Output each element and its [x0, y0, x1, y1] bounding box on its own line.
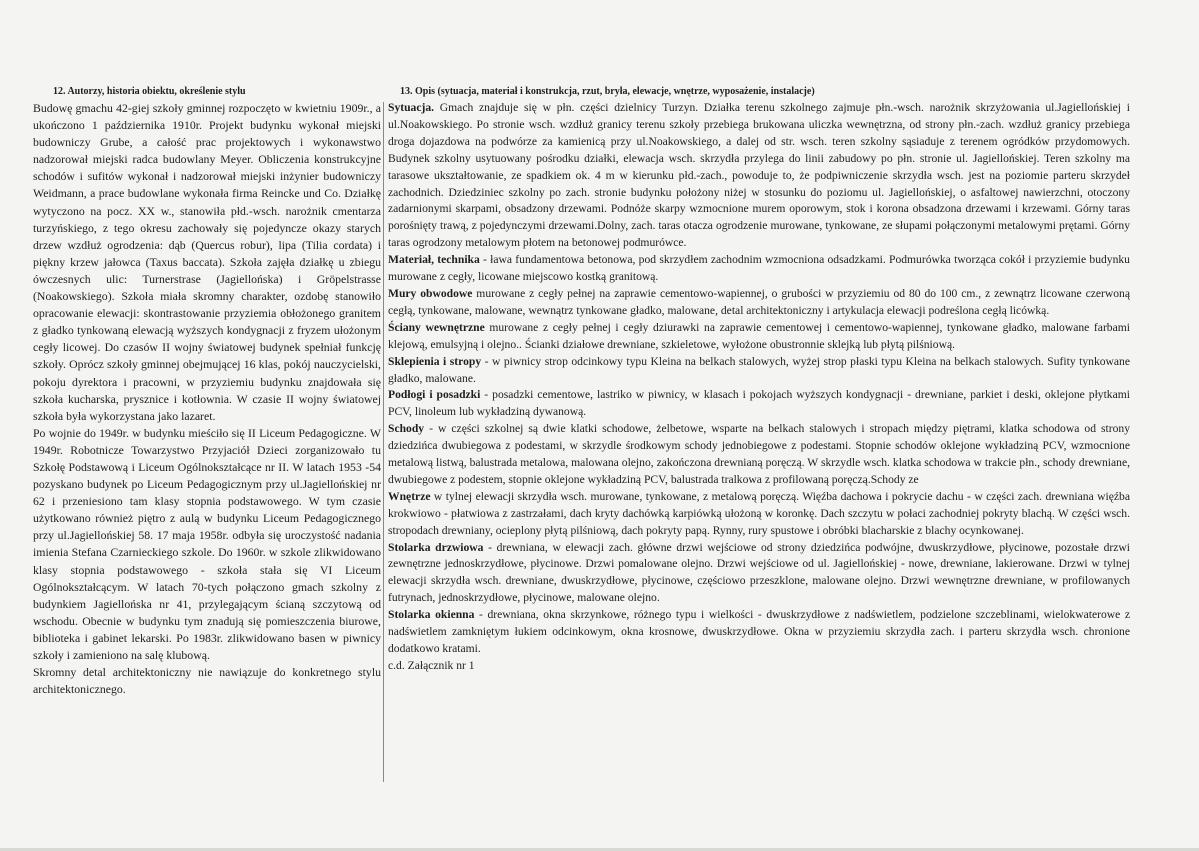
paragraph-label: Podłogi i posadzki — [388, 388, 481, 402]
description-doors — [388, 540, 1130, 608]
paragraph-label: Sklepienia i stropy — [388, 354, 482, 368]
history-paragraph: Po wojnie do 1949r. w budynku mieściło się II Liceum Pedagogiczne. W 1949r. Robotnicze Towarzystwo Przyjaciół Dzieci zorganizowało tu Szkołę Podstawową i Liceum Ogólnokształcące nr II. W latach 1953 -54 pozyskano budynek po Liceum Pedagogicznym przy ul.Jagiellońskiej nr 62 i przeniesiono tam klasy stopnia podstawowego. W tym czasie użytkowano również piętro z aulą w budynku Liceum Pedagogicznego przy ul.Jagiellońskiej 58. 17 maja 1958r. odbyła się uroczystość nadania imienia Stefana Czarnieckiego szkole. Do 1960r. w szkole zlikwidowano klasy stopnia podstawowego - szkoła stała się VI Liceum Ogólnokształcącym. W latach 70-tych połączono gmach szkolny z budynkiem Jagiellońska nr 41, przylegającym ścianą szczytową od wschodu. Obecnie w budynku tym znadują się pomieszczenia biurowe, biblioteka i gabinet lekarski. Po 1983r. zlikwidowano basen w piwnicy szkoły i zamieniono na salę klubową. — [33, 425, 381, 662]
paragraph-label: Stolarka drzwiowa — [388, 540, 484, 554]
paragraph-text: - w części szkolnej są dwie klatki schodowe, żelbetowe, wsparte na belkach stalowych i stropach między piętrami, klatka schodowa od strony dziedzińca dwubiegowa z podestami, w skrzydle środkowym schody jednobiegowe z podestami. Stopnie schodów oklejone wykładziną PCV, wzmocnione metalową listwą, balustrada metalowa, malowana olejno, zakończona drewnianą poręczą. W skrzydle wsch. klatka schodowa w trakcie płn., schody drewniane, dwubiegowe z podestem, stopnie oklejone wykładziną PCV, balustrada tralkowa z profilowaną poręczą.Schody ze — [388, 422, 1130, 486]
history-paragraph: Budowę gmachu 42-giej szkoły gminnej rozpoczęto w kwietniu 1909r., a ukończono 1 października 1910r. Projekt budynku wykonał miejski budowniczy Grube, a całość prac projektowych i wykonawstwo nadzorował miejski radca budowlany Meyer. Obliczenia konstrukcyjne schodów i sufitów wykonał i nadzorował miejski inżynier budowniczy Weidmann, a prace budowlane wykonała firma Reincke und Co. Działkę wytyczono na pocz. XX w., stanowiła płd.-wsch. narożnik cmentarza turzyńskiego, z tego okresu zachowały się pojedyncze okazy starych drzew wzdłuż ogrodzenia: dąb (Quercus robur), lipa (Tilia cordata) i piękny krzew jałowca (Taxus baccata). Szkoła zajęła działkę u zbiegu ówczesnych ulic: Turnerstrase (Jagiellońska) i Gröpelstrasse (Noakowskiego). Szkoła miała skromny charakter, ozdobę stanowiło opracowanie elewacji: skontrastowanie przyziemia obłożonego granitem z gładko tynkowaną elewacją wyższych kondygnacji z fryzem ułożonym cegły licowej. Do czasów II wojny światowej budynek spełniał funkcję szkoły. Oprócz szkoły gminnej obejmującej 16 klas, pokój nauczycielski, pokoju dyrektora i pracowni, w przyziemiu budynku znajdowała się szkoła kucharska, prysznice i kotłownia. W czasie II wojny światowej szkoła była wykorzystana jako lazaret. — [33, 101, 381, 423]
paragraph-text: - drewniana, w elewacji zach. główne drzwi wejściowe od strony dziedzińca podwójne, dwuskrzydłowe, płycinowe, pozostałe drzwi zewnętrzne jednoskrzydłowe, płycinowe. Drzwi pomalowane olejno. Drzwi wejściowe od ul. Jagiellońskiej - nowe, drewniane, lakierowane. Drzwi w tylnej elewacji skrzydła wsch. drewniane, dwuskrzydłowe, płycinowe, częściowo przeszklone, malowane olejno. Drzwi wewnętrzne drewniane, w profilowanych futrynach, jednoskrzydłowe, płycinowe, malowane olejno. — [388, 540, 1130, 605]
paragraph-text: w tylnej elewacji skrzydła wsch. murowane, tynkowane, z metalową poręczą. Więźba dachowa i pokrycie dachu - w części zach. drewniana więźba krokwiowo - płatwiowa z zastrzałami, dach kryty dachówką karpiówką ułożoną w koronkę. Dach szczytu w połaci zachodniej pokryty blachą. W części wsch. stropodach drewniany, ocieplony płytą pilśniową, dach pokryty papą. Rynny, rury spustowe i obróbki blacharskie z blachy ocynkowanej. — [388, 489, 1130, 537]
column-divider — [383, 102, 384, 782]
description-inner-walls — [388, 320, 1130, 354]
section-13-heading: 13. Opis (sytuacja, materiał i konstrukcja, rzut, bryła, elewacje, wnętrze, wyposażenie, instalacje) — [400, 86, 815, 97]
section-12 — [33, 86, 381, 698]
paragraph-label: Materiał, technika — [388, 253, 480, 267]
section-13 — [388, 86, 1130, 675]
paragraph-label: Wnętrze — [388, 489, 431, 503]
paragraph-label: Ściany wewnętrzne — [388, 320, 485, 334]
paragraph-text: c.d. Załącznik nr 1 — [388, 658, 475, 672]
description-situation — [388, 100, 1130, 252]
section-13-body — [388, 100, 1130, 675]
description-floors — [388, 387, 1130, 421]
description-windows — [388, 607, 1130, 658]
paragraph-label: Mury obwodowe — [388, 286, 473, 300]
paragraph-text: - drewniana, okna skrzynkowe, różnego typu i wielkości - dwuskrzydłowe z nadświetlem, podzielone szczeblinami, wielokwaterowe z nadświetlem zamkniętym łukiem odcinkowym, okna krosnowe, dwuskrzydłowe. Okna w przyziemiu skrzydła zach. i parteru skrzydła wsch. chronione dodatkowo kratami. — [388, 608, 1131, 655]
description-vaults — [388, 354, 1130, 388]
paragraph-text: - posadzki cementowe, lastriko w piwnicy, w klasach i pokojach wyższych kondygnacji - drewniane, parkiet i deski, oklejone płytkami PCV, linoleum lub wykładziną dywanową. — [388, 388, 1130, 419]
description-material — [388, 252, 1130, 286]
paragraph-label: Sytuacja. — [388, 101, 435, 114]
style-paragraph: Skromny detal architektoniczny nie nawiązuje do konkretnego stylu architektonicznego. — [33, 665, 381, 697]
paragraph-text: - ława fundamentowa betonowa, pod skrzydłem zachodnim wzmocniona odsadzkami. Podmurówka tworząca cokół i przyziemie budynku murowane z cegły, licowane miejscowo kostką granitową. — [388, 253, 1130, 284]
paragraph-label: Schody — [388, 422, 425, 436]
section-12-body — [33, 100, 381, 698]
paragraph-text: murowane z cegły pełnej i cegły dziurawki na zaprawie cementowej i cementowo-wapiennej, tynkowane gładko, malowane farbami klejową, emulsyjną i olejno.. Ścianki działowe drewniane, szkieletowe, wyłożone obustronnie sklejką lub płytą pilśniową. — [388, 320, 1130, 351]
section-12-heading: 12. Autorzy, historia obiektu, określenie stylu — [53, 86, 246, 97]
description-stairs — [388, 421, 1130, 489]
paragraph-text: - w piwnicy strop odcinkowy typu Kleina na belkach stalowych, wyżej strop płaski typu Kleina na belkach stalowych. Sufity tynkowane gładko, malowane. — [388, 354, 1130, 385]
paragraph-text: murowane z cegły pełnej na zaprawie cementowo-wapiennej, o grubości w przyziemiu od 80 do 100 cm., z zewnątrz licowane czerwoną cegłą, tynkowane, malowane, wewnątrz tynkowane gładko, malowane, detal architektoniczny i artykulacja elewacji podreślona cegłą licówką. — [388, 286, 1130, 317]
paragraph-text: Gmach znajduje się w płn. części dzielnicy Turzyn. Działka terenu szkolnego zajmuje płn.-wsch. narożnik skrzyżowania ul.Jagiellońskiej i ul.Noakowskiego. Po stronie wsch. wzdłuż granicy terenu szkoły przebiega brukowana uliczka wewnętrzna, od strony płn.-zach. wzdłuż granicy przebiega droga dojazdowa na podwórze za kamienicą przy ul.Noakowskiego, a dalej od str. wsch. teren szkolny sąsiaduje z terenem ogródków przydomowych. Budynek szkolny usytuowany pośrodku działki, elewacja wsch. skrzydła przylega do linii zabudowy po płn. stronie ul. Jagiellońskiej. Teren szkolny ma tarasowe ukształtowanie, ze spadkiem ok. 4 m w kierunku płd.-zach., powoduje to, że podpiwniczenie skrzydła wsch. jest na poziomie parteru skrzydeł zachodnich. Dziedziniec szkolny po zach. stronie budynku położony niżej w stosunku do poziomu ul. Jagiellońskiej, o asfaltowej nawierzchni, otoczony zadarnionymi skarpami, obsadzony drzewami. Podnóże skarpy wzmocnione murem oporowym, stok i korona obsadzona drzewami i krzewami. Górny taras porośnięty trawą, z pojedynczymi drzewami.Dolny, zach. taras otacza ogrodzenie murowane, tynkowane, ze słupami połączonymi metalowymi prętami. Górny taras ogrodzony metalowym płotem na betonowej podmurówce. — [388, 101, 1130, 250]
paragraph-label: Stolarka okienna — [388, 608, 475, 622]
description-interior — [388, 489, 1130, 540]
description-outer-walls — [388, 286, 1130, 320]
continuation-note — [388, 658, 1130, 675]
